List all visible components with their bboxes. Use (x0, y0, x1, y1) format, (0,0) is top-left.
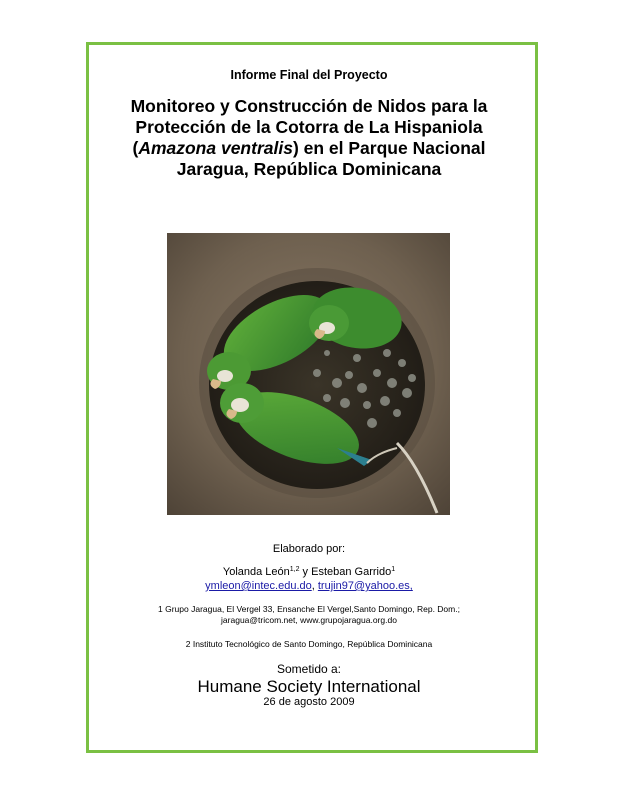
authors-line (0, 566, 618, 578)
submitted-to-label: Sometido a: (276, 662, 342, 676)
author-leon-affiliation: 1,2 (289, 566, 300, 573)
species-name: Amazona ventralis (138, 138, 293, 158)
affiliation-1-line-1: 1 Grupo Jaragua, El Vergel 33, Ensanche El Vergel,Santo Domingo, Rep. Dom.; (158, 604, 460, 614)
report-date: 26 de agosto 2009 (263, 696, 355, 708)
title-line-3 (0, 138, 618, 159)
report-title (0, 96, 618, 180)
affiliation-1-line-2: jaragua@tricom.net, www.grupojaragua.org.do (221, 615, 397, 625)
parrot-nest-photo (167, 233, 450, 515)
prepared-by-label: Elaborado por: (272, 543, 346, 555)
author-garrido-affiliation: 1 (391, 566, 396, 573)
title-line-2: Protección de la Cotorra de La Hispaniola (135, 117, 483, 137)
affiliation-2: 2 Instituto Tecnológico de Santo Domingo, República Dominicana (185, 639, 433, 649)
title-line-1: Monitoreo y Construcción de Nidos para la (130, 96, 488, 116)
report-subtitle: Informe Final del Proyecto (230, 68, 388, 82)
title-paren-rest: ) en el Parque Nacional (292, 138, 486, 158)
affiliation-1 (0, 604, 618, 626)
author-garrido: y Esteban Garrido (299, 566, 392, 578)
organization-name: Humane Society International (197, 677, 421, 696)
title-paren-open: ( (132, 138, 139, 158)
title-line-4: Jaragua, República Dominicana (176, 159, 442, 179)
email-separator: , (311, 580, 318, 592)
email-link-leon[interactable]: ymleon@intec.edu.do (205, 580, 312, 592)
author-leon: Yolanda León (222, 566, 290, 578)
parrot-nest-illustration (167, 233, 450, 515)
email-line (0, 580, 618, 592)
email-link-garrido[interactable]: trujin97@yahoo.es, (317, 580, 413, 592)
